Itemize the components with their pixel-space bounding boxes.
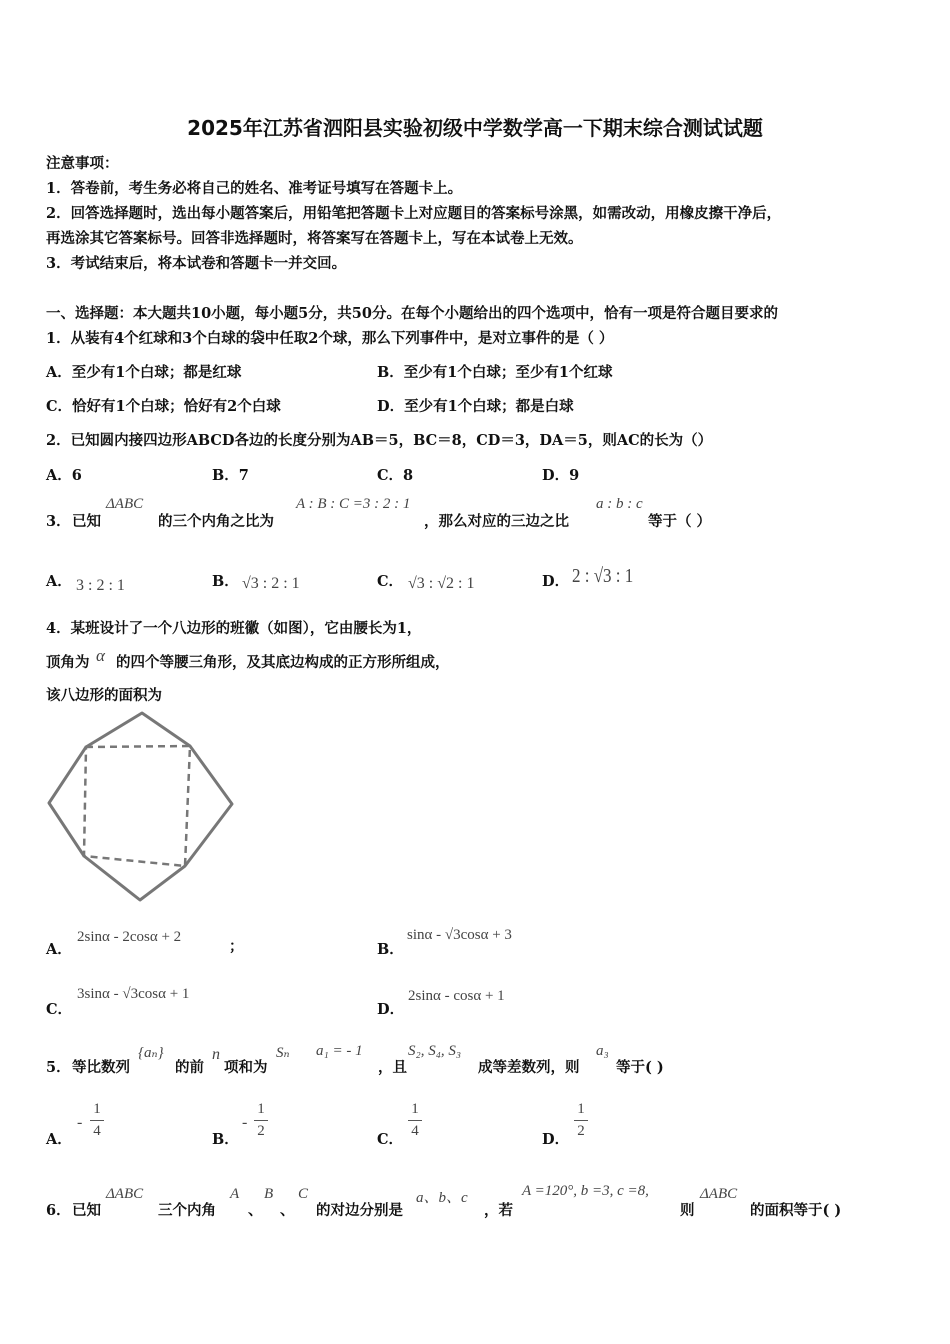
q4-option-d-text: 2sinα - cosα + 1 [408,988,505,1004]
option-text: 8 [403,467,414,484]
q3-math-angle-ratio: A : B : C =3 : 2 : 1 [296,496,411,512]
q2-option-a [46,464,82,485]
q1-stem: 1．从装有4个红球和3个白球的袋中任取2个球，那么下列事件中，是对立事件的是（ ） [46,330,614,347]
q5-option-a-label: A． [46,1131,72,1148]
q5-text-1: 等比数列 [72,1059,130,1076]
notice-item-2: 2．回答选择题时，选出每小题答案后，用铅笔把答题卡上对应题目的答案标号涂黑，如需改动，用橡皮擦干净后， [46,205,782,222]
q3-option-b-text: √3 : 2 : 1 [242,575,300,592]
q4-line-2a: 顶角为 [46,654,90,671]
q2-stem: 2．已知圆内接四边形ABCD各边的长度分别为AB＝5，BC＝8，CD＝3，DA＝5，则AC的长为（） [46,432,713,449]
q4-line-1: 4．某班设计了一个八边形的班徽（如图），它由腰长为1， [46,620,422,637]
option-label: D． [542,467,570,484]
q3-option-a-text: 3 : 2 : 1 [76,577,125,594]
q5-text-4: ，且 [378,1059,407,1076]
q3-option-d-text: 2 : √3 : 1 [572,565,634,587]
q4-option-d-label: D． [377,1001,405,1018]
page-title: 2025年江苏省泗阳县实验初级中学数学高一下期末综合测试试题 [187,116,763,140]
q6-sep-2: 、 [280,1202,295,1219]
notice-heading: 注意事项： [46,155,119,172]
denominator: 2 [257,1123,265,1139]
q6-text-2: 三个内角 [158,1202,216,1219]
q6-text-3: 的对边分别是 [316,1202,403,1219]
q1-option-d [377,395,574,416]
q6-math-triangle: ΔABC [106,1186,144,1202]
q3-option-d-label: D． [542,573,570,590]
q5-option-a-fraction [90,1101,104,1140]
option-label: C． [377,467,404,484]
q5-math-sn: Sₙ [276,1045,290,1061]
q1-option-c [46,395,281,416]
option-label: B． [377,364,404,381]
fraction-bar [90,1120,104,1121]
q6-text-6: 的面积等于( ) [750,1202,842,1219]
q2-option-b [212,464,249,485]
q6-sep-1: 、 [248,1202,263,1219]
q5-math-a1: a₁ = - 1 [316,1043,363,1059]
q3-text-4: 等于（ ） [648,513,712,530]
denominator: 4 [411,1123,419,1139]
q4-line-2b: 的四个等腰三角形，及其底边构成的正方形所组成， [116,654,450,671]
option-label: C． [46,398,73,415]
q5-text-3: 项和为 [224,1059,268,1076]
q6-math-triangle-2: ΔABC [700,1186,738,1202]
q5-text-6: 等于( ) [616,1059,664,1076]
q6-text-4: ，若 [484,1202,513,1219]
fraction-bar [574,1120,588,1121]
q3-text-3: ，那么对应的三边之比 [424,513,569,530]
q4-option-a-label: A． [46,941,72,958]
inner-square [84,746,190,866]
fraction-bar [408,1120,422,1121]
q5-option-d-fraction [574,1101,588,1140]
q3-option-b-label: B． [212,573,239,590]
q4-line-3: 该八边形的面积为 [46,687,162,704]
option-label: A． [46,364,72,381]
q1-option-a [46,361,241,382]
fraction-bar [254,1120,268,1121]
q6-text-1: 已知 [72,1202,101,1219]
q5-option-c-fraction [408,1101,422,1140]
q6-math-b: B [264,1186,274,1202]
notice-item-2-cont: 再选涂其它答案标号。回答非选择题时，将答案写在答题卡上，写在本试卷上无效。 [46,230,583,247]
option-text: 恰好有1个白球；恰好有2个白球 [72,398,281,415]
q4-alpha: α [96,646,105,665]
option-text: 至少有1个白球；都是红球 [71,364,242,381]
option-label: D． [377,398,405,415]
q5-number: 5． [46,1059,71,1076]
notice-item-1: 1．答卷前，考生务必将自己的姓名、准考证号填写在答题卡上。 [46,180,463,197]
q2-option-d [542,464,579,485]
numerator: 1 [411,1101,419,1117]
q3-option-a-label: A． [46,573,72,590]
denominator: 4 [93,1123,101,1139]
q3-math-side-ratio: a : b : c [596,496,643,512]
denominator: 2 [577,1123,585,1139]
section-heading: 一、选择题：本大题共10小题，每小题5分，共50分。在每个小题给出的四个选项中，恰有一项是符合题目要求的 [46,305,778,322]
q3-math-triangle: ΔABC [106,496,144,512]
octagon-badge-figure [44,710,236,905]
q6-text-5: 则 [680,1202,695,1219]
q6-number: 6． [46,1202,71,1219]
q6-math-a: A [230,1186,240,1202]
q5-math-a3: a₃ [596,1043,609,1059]
q5-text-2: 的前 [175,1059,204,1076]
q4-option-c-label: C． [46,1001,73,1018]
q3-number: 3． [46,513,71,530]
q6-math-sides: a、b、c [416,1190,468,1206]
q5-text-5: 成等差数列，则 [478,1059,580,1076]
option-label: A． [46,467,72,484]
q3-option-c-text: √3 : √2 : 1 [408,575,475,592]
q5-math-sequence: {aₙ} [138,1045,164,1061]
q5-math-n: n [212,1046,220,1063]
notice-item-3: 3．考试结束后，将本试卷和答题卡一并交回。 [46,255,347,272]
q5-option-d-label: D． [542,1131,570,1148]
q1-option-b [377,361,612,382]
option-text: 7 [238,467,249,484]
q4-option-b-text: sinα - √3cosα + 3 [407,927,512,943]
q6-math-given: A =120°, b =3, c =8, [522,1183,649,1199]
q5-option-c-label: C． [377,1131,404,1148]
q5-option-a-sign: - [77,1114,83,1131]
option-label: B． [212,467,239,484]
q5-option-b-fraction [254,1101,268,1140]
q5-math-s-terms: S₂, S₄, S₃ [408,1043,462,1059]
q3-option-c-label: C． [377,573,404,590]
q5-option-b-sign: - [242,1114,248,1131]
q4-option-a-suffix: ； [229,938,244,955]
option-text: 至少有1个白球；都是白球 [404,398,574,415]
option-text: 至少有1个白球；至少有1个红球 [403,364,613,381]
option-text: 6 [71,467,82,484]
option-text: 9 [569,467,580,484]
q6-math-c: C [298,1186,309,1202]
q4-option-b-label: B． [377,941,404,958]
q4-option-a-text: 2sinα - 2cosα + 2 [77,929,182,945]
octagon-outline [49,713,232,900]
q4-option-c-text: 3sinα - √3cosα + 1 [77,986,190,1002]
numerator: 1 [93,1101,101,1117]
q5-option-b-label: B． [212,1131,239,1148]
q3-text-2: 的三个内角之比为 [158,513,274,530]
q3-text-1: 已知 [72,513,101,530]
numerator: 1 [257,1101,265,1117]
numerator: 1 [577,1101,585,1117]
q2-option-c [377,464,413,485]
